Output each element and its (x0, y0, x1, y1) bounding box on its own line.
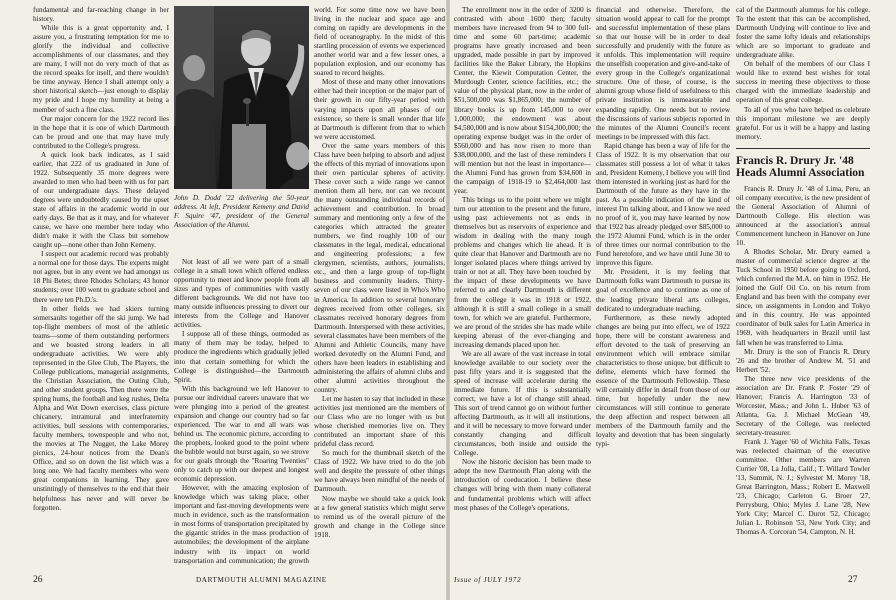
column-6 (736, 6, 870, 566)
issue-footer: Issue of JULY 1972 (454, 576, 522, 584)
paragraph: However, with the amazing explosion of knowledge which was taking place, other important and fast-moving developments were much in evidence, such as the transformation in most forms of transportation precipitated by the gigantic strides in the mass production of automobiles; the development of the airplane industry with its impact on world transportation and communication; the growth (174, 484, 309, 565)
paragraph: A Rhodes Scholar, Mr. Drury earned a master of commercial science degree at the Tuck School in 1950 before going to Oxford, which conferred the M.A. on him in 1952. He joined the Gulf Oil Co. on his return from England and has been with the company ever since, on assignments in London and Tokyo and in this country. He was appointed coordinator of bulk sales for Latin America in 1969, with headquarters in Brazil until last fall when he was transferred to Lima. (736, 248, 870, 347)
paragraph: On behalf of the members of our Class I would like to extend best wishes for total success in meeting these objectives to those charged with the immediate leadership and operation of this great college. (736, 60, 870, 105)
paragraph: So much for the thumbnail sketch of the Class of 1922. We have tried to do the job well and despite the pressure of other things we have always been mindful of the needs of Dartmouth. (314, 449, 445, 494)
paragraph: Mr. President, it is my feeling that Dartmouth folks want Dartmouth to pursue its goal of excellence and to continue as one of the leading private liberal arts colleges, dedicated to undergraduate teaching. (596, 268, 730, 313)
paragraph: We are all aware of the vast increase in total knowledge available to our society over the past fifty years and it is suggested that the speed of increase will accelerate during the immediate future. If this is substantially correct, we have a lot of change still ahead. This sort of trend cannot go on without further affecting Dartmouth, as it will all institutions, and it will be necessary to move forward under constantly changing and difficult circumstances, both inside and outside the College. (454, 349, 591, 458)
paragraph: Frank J. Yager '60 of Wichita Falls, Texas was reelected chairman of the executive committee. Other members are Warren Currier '08, La Jolla, Calif.; T. Willard Towler '13, Summit, N. J.; Sylvester M. Morey '18, Great Barrington, Mass.; Robert E. Maxwell '23, Chicago; Carleton G. Broer '27, Perrysburg, Ohio; Myles J. Lane '28, New York City; Marcel C. Durot '52, Chicago; Julian L. Robinson '53, New York City; and Thomas A. Corcoran '54, Campton, N. H. (736, 438, 870, 537)
paragraph: I suppose all of these things, outmoded as many of them may be today, helped to produce the ingredients which gradually jelled into that certain something for which the College is distinguished—the Dartmouth Spirit. (174, 330, 309, 384)
article-headline: Francis R. Drury Jr. '48 Heads Alumni Association (736, 154, 865, 180)
paragraph: With this background we left Hanover to pursue our individual careers unaware that we were plunging into a period of the greatest expansion and change our country had so far experienced. The war to end all wars was behind us. The economic picture, according to the prophets, looked good to the point where the bubble would not burst again, so we strove for our goals through the "Roaring Twenties" only to catch up with our deepest and longest economic depression. (174, 384, 309, 484)
paragraph: I suspect our academic record was probably a normal one for those days. The experts might not agree, but in any event we had amongst us 18 Phi Betes; three Rhodes Scholars; 43 honor students; over 100 went to graduate school and there were ten Ph.D.'s. (33, 250, 169, 304)
paragraph: fundamental and far-reaching change in her history. (33, 6, 169, 24)
column-4 (454, 6, 591, 566)
paragraph: Not least of all we were part of a small college in a small town which offered endless opportunity to meet and know people from all sizes and types of communities with vastly different backgrounds. We did not have too many outside influences pressing to divert our interests from the College and Hanover activities. (174, 258, 309, 330)
page-number-left: 26 (33, 575, 43, 585)
paragraph: world. For some time now we have been living in the nuclear and space age and coming on rapidly are developments in the field of oceanography. In the midst of this startling procession of events we experienced another world war and a few lesser ones, a population explosion, and our economy has soared to record heights. (314, 6, 445, 78)
paragraph: In other fields we had skiers turning somersaults together off the ski jump. We had top-flight members of most of the athletic teams—some of them outstanding performers and we boasted strong leaders in all undergraduate activities. We were ably represented in the Glee Club, The Players, the College publications, managerial assignments, the Christian Association, the Outing Club, and other student groups. Then there were the spring hums, the football and keg rushes, Delta Alpha and Wet Down exercises, class picture chicanery, intramural and interfraternity activities, bull sessions with contemporaries, faculty members, townspeople and who not, the movies at The Nugget, the Lake Morey picnics, 24-hour notices from the Dean's Office, and so on down the list which was a long one. We had faculty members who were great companions in learning. They gave unstintingly of themselves to the end that their helpfulness has never and will never be forgotten. (33, 304, 169, 512)
photo-caption: John D. Dodd '22 delivering the 50-year address. At left, President Kemeny and David F. Squire '47, president of the General Association of the Alumni. (174, 194, 309, 229)
page-number-right: 27 (848, 575, 858, 585)
paragraph: A quick look back indicates, as I said earlier, that 222 of us graduated in June of 1922. Subsequently 35 more degrees were awarded to men who had been with us for part of our undergraduate days. These delayed degrees were undoubtedly caused by the upset state of affairs in the academic world in our early days. Be that as it may, and for whatever cause, we have one member here today who didn't make it with the Class but somehow caught up—none other than John Kemeny. (33, 150, 169, 250)
paragraph: Rapid change has been a way of life for the Class of 1922. It is my observation that our classmates still possess a lot of what it takes and, President Kemeny, I believe you will find them interested in working just as hard for the Dartmouth of the future as they have in the past. As a possible indication of the kind of interest I'm talking about, and I know we need no proof of it, you may have learned by now that 1922 has already pledged over $85,000 to the 1972 Alumni Fund, which is in the order of three times our normal contribution to the Fund heretofore, and we have until June 30 to improve this figure. (596, 141, 730, 268)
paragraph: Francis R. Drury Jr. '48 of Lima, Peru, an oil company executive, is the new president of the General Association of Alumni of Dartmouth College. His election was announced at the association's annual Commencement luncheon in Hanover on June 10. (736, 184, 870, 247)
paragraph: The enrollment now in the order of 3200 is contrasted with about 1600 then; faculty members have increased from 94 to 300 full-time and some 60 part-time; academic programs have greatly increased and been upgraded, made possible in part by improved facilities like the Baker Library, the Hopkins Center, the Kiewit Computation Center, the Murdough Center, science facilities, etc.; the value of the physical plant, now in the order of $51,500,000 was $1,865,000; the number of library books is up from 145,000 to over 1,000,000; the endowment was about $4,580,000 and is now about $154,300,000; the operating expense budget was in the order of $560,000 and has now risen to more than $38,000,000, and the last of these reminders I will mention but not the least in importance—the Alumni Fund has grown from $34,600 in the campaign of 1918-19 to $2,464,000 last year. (454, 6, 591, 195)
paragraph: Now the historic decision has been made to adopt the new Dartmouth Plan along with the introduction of coeducation. I believe these changes will bring with them many collateral and fundamental problems which will affect most phases of the College's operations, (454, 458, 591, 512)
paragraph: Mr. Drury is the son of Francis R. Drury '26 and the brother of Andrew M. '51 and Herbert '52. (736, 347, 870, 374)
paragraph: To all of you who have helped us celebrate this important milestone we are deeply grateful. For us it will be a happy and lasting memory. (736, 105, 870, 141)
paragraph: cal of the Dartmouth alumnus for his college. To the extent that this can be accomplished, Dartmouth Undying will continue to live and foster the same lofty ideals and relationships which are so important to graduate and undergraduate alike. (736, 6, 870, 60)
paragraph: Furthermore, as these newly adopted changes are being put into effect, we of 1922 hope, there will be constant awareness and effort devoted to the task of preserving an environment which will embrace similar characteristics to those unique, but difficult to define, elements which have formed the essence of the Dartmouth Fellowship. These will certainly differ in detail from those of our time, but hopefully under the new circumstances will still continue to generate the deep affection and respect between all members of the Dartmouth family and the loyalty and devotion that has been singularly typi- (596, 313, 730, 449)
paragraph: The three new vice presidents of the association are Dr. Frank P. Foster '29 of Hanover; Francis A. Harrington '33 of Worcester, Mass.; and John L. Huber '63 of Atlanta, Ga. J. Michael McGean '49, Secretary of the College, was reelected secretary-treasurer. (736, 374, 870, 437)
paragraph: This brings us to the point where we might turn our attention to the present and the future, using past achievements not as ends in themselves but as reservoirs of experience and wisdom in dealing with the many tough problems and changes which lie ahead. It is quite clear that Hanover and Dartmouth are no longer isolated places where things arrived by train or not at all. They have been touched by the impact of these developments we have referred to and clearly Dartmouth is different from the college it was in 1918 or 1922, although it is still a small college in a small town, for which we are grateful. Furthermore, we are proud of the strides she has made while keeping abreast of the ever-changing and increasing demands placed upon her. (454, 195, 591, 349)
magazine-footer: DARTMOUTH ALUMNI MAGAZINE (196, 576, 327, 584)
paragraph: financial and otherwise. Therefore, the situation would appear to call for the prompt and successful implementation of these plans so that our house will be in order to deal successfully and prudently with the future as it unfolds. This implementation will require the unselfish cooperation and give-and-take of every group in the College's organizational structure. One of these, of course, is the alumni group whose field of usefulness to this private institution is immeasurable and expanding rapidly. One needs but to review the discussions of various subjects reported in the minutes of the Alumni Council's recent meetings to be impressed with this fact. (596, 6, 730, 141)
paragraph: While this is a great opportunity and, I assure you, a frustrating temptation for me to glorify the individual and collective accomplishments of our classmates, and they are many, I will not do very much of that as the record speaks for itself, and there wouldn't be time anyway. Hence I shall attempt only a short historical sketch—just enough to display my pride and I hope my humility at being a member of such a fine class. (33, 24, 169, 114)
paragraph: Now maybe we should take a quick look at a few general statistics which might serve to remind us of the overall picture of the growth and change in the College since 1918. (314, 494, 445, 539)
paragraph: Our major concern for the 1922 record lies in the hope that it is one of which Dartmouth can be proud and one that may have truly contributed to the College's progress. (33, 114, 169, 150)
paragraph: Most of these and many other innovations either had their inception or the major part of their growth in our fifty-year period with varying impacts upon all phases of our existence, so there is small wonder that life at Dartmouth is different from that to which we were accustomed. (314, 78, 445, 141)
paragraph: Over the same years members of this Class have been helping to absorb and adjust the effects of this myriad of innovations upon their own particular spheres of activity. These cover such a wide range we cannot mention them all here, nor can we recount the many outstanding individual records of achievement and contribution. In broad summary and mentioning only a few of the categories which attracted the greater numbers, we find roughly 100 of our classmates in the legal, medical, educational and engineering professions; a few clergymen, scientists, authors, journalists, etc., and then a large group of top-flight business and community leaders. Thirty-seven of our class were listed in Who's Who in America. In addition to several honorary degrees received from other colleges, six classmates received honorary degrees from Dartmouth. Interspersed with these activities, several classmates have been members of the Alumni and Athletic Councils, many have worked devotedly on the Alumni Fund, and others have been leaders in establishing and administering the affairs of alumni clubs and other alumni activities throughout the country. (314, 141, 445, 394)
paragraph: Let me hasten to say that included in these activities just mentioned are the members of our Class who are no longer with us but whose cherished memories live on. They contributed an important share of this prideful class record. (314, 395, 445, 449)
section-divider (736, 148, 870, 149)
column-5 (596, 6, 730, 566)
